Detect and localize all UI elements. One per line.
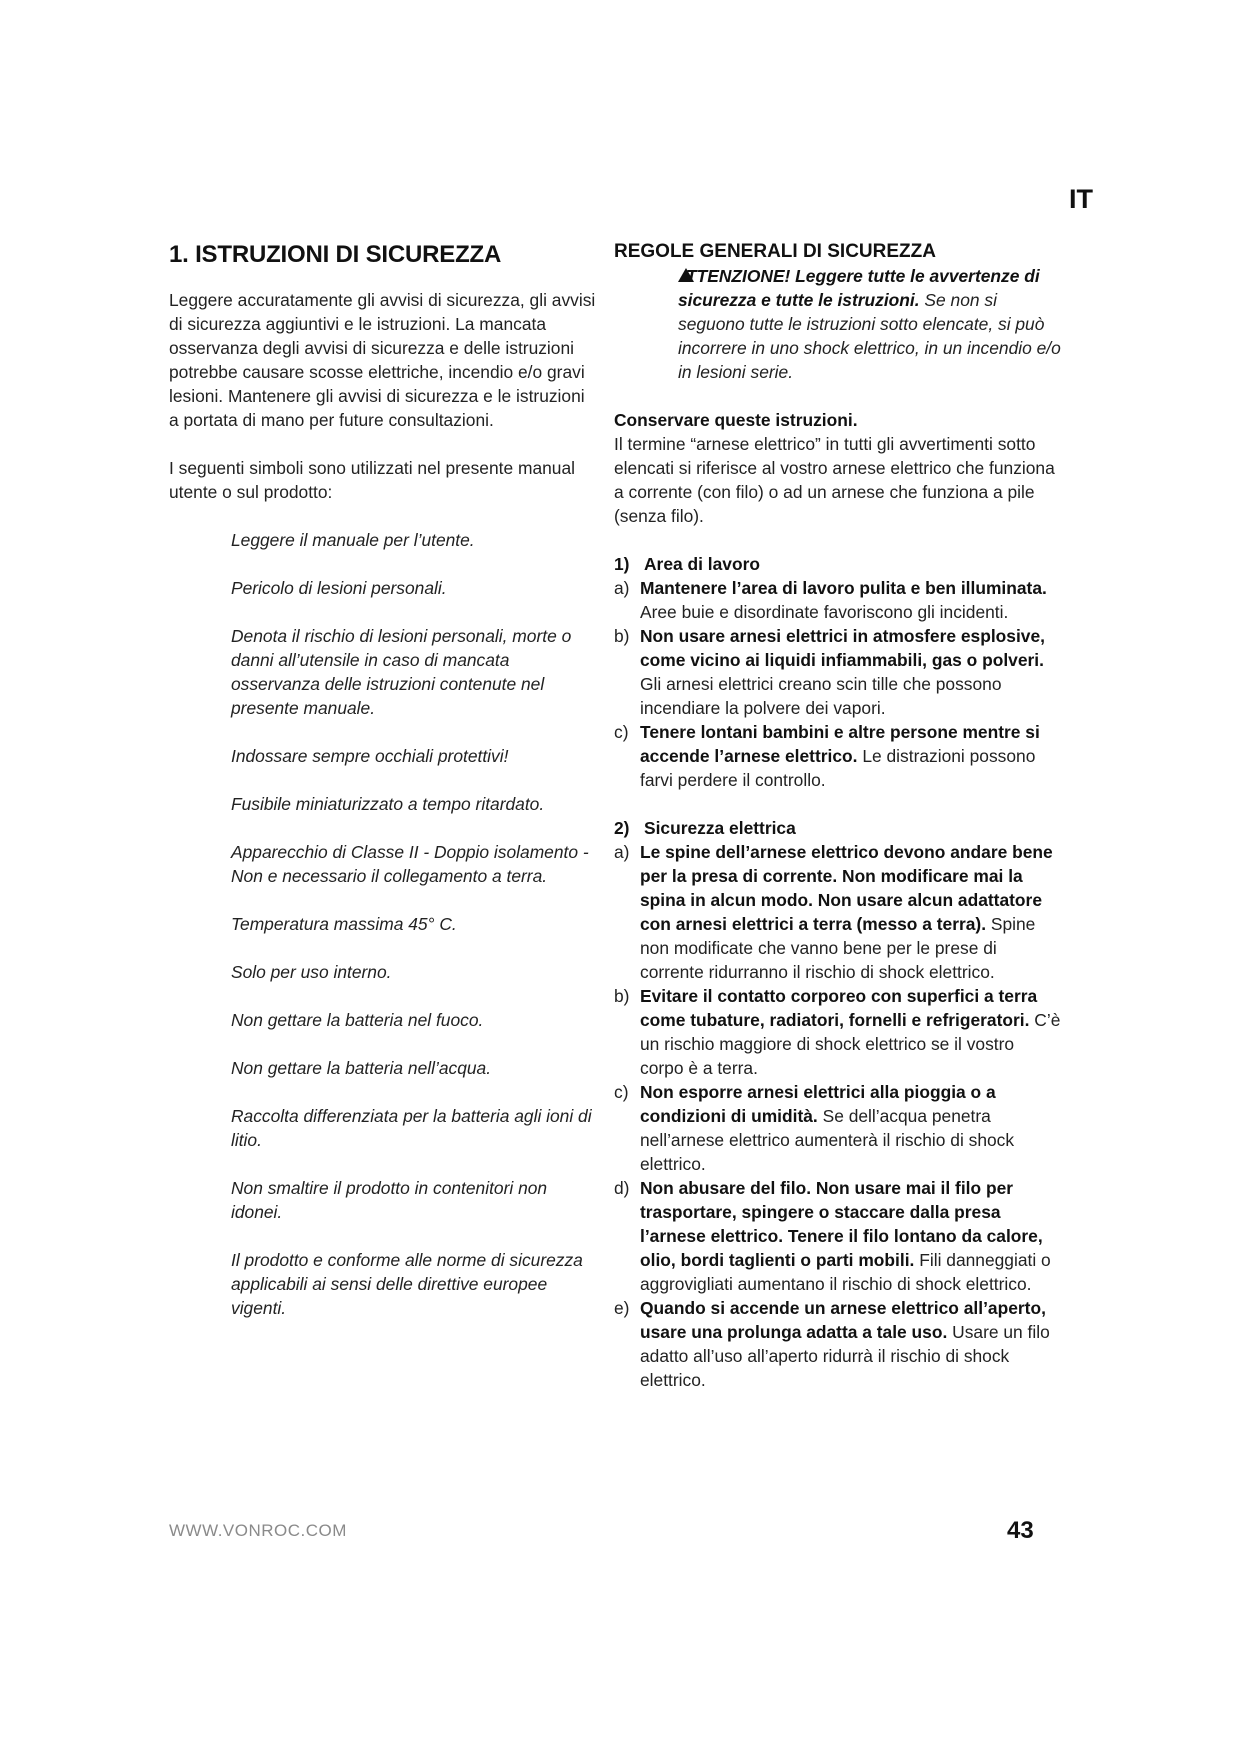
list-item: e) Quando si accende un arnese elettrico all’aperto, usare una prolunga adatta a tale uso. Usare un filo adatto all’uso all’aperto ridurrà il rischio di shock elettrico. [614, 1298, 1050, 1390]
symbol-injury-risk: Pericolo di lesioni personali. [231, 578, 447, 598]
symbol-ce-conformity: Il prodotto e conforme alle norme di sicurezza applicabili ai sensi delle direttive europee vigenti. [231, 1250, 583, 1318]
language-tag: IT [1069, 184, 1093, 214]
symbols-list [231, 528, 599, 1320]
list-item: a) Le spine dell’arnese elettrico devono andare bene per la presa di corrente. Non modificare mai la spina in alcun modo. Non usare alcun adattatore con arnesi elettrici a terra (messo a terra). Spine non modificate che vanno bene per le prese di corrente ridurranno il rischio di shock elettrico. [614, 842, 1053, 982]
section-title: 1. ISTRUZIONI DI SICUREZZA [169, 241, 502, 268]
page-number: 43 [1007, 1517, 1034, 1544]
general-rules-title: REGOLE GENERALI DI SICUREZZA [614, 241, 936, 262]
symbol-danger: Denota il rischio di lesioni personali, morte o danni all’utensile in caso di mancata osservanza delle istruzioni contenute nel presente manuale. [231, 626, 572, 718]
list-item: c) Tenere lontani bambini e altre persone mentre si accende l’arnese elettrico. Le distrazioni possono farvi perdere il controllo. [614, 722, 1040, 790]
section-electrical-safety: 2) Sicurezza elettrica [614, 818, 796, 838]
keep-instructions-title: Conservare queste istruzioni. [614, 410, 858, 430]
symbol-no-fire: Non gettare la batteria nel fuoco. [231, 1010, 484, 1030]
symbol-read-manual: Leggere il manuale per l’utente. [231, 530, 475, 550]
symbols-intro: I seguenti simboli sono utilizzati nel presente manual utente o sul prodotto: [169, 458, 576, 502]
section-work-area: 1) Area di lavoro [614, 554, 760, 574]
symbol-class-ii: Apparecchio di Classe II - Doppio isolamento - Non e necessario il collegamento a terra. [231, 842, 589, 886]
list-item: d) Non abusare del filo. Non usare mai il filo per trasportare, spingere o staccare dalla presa l’arnese elettrico. Tenere il filo lontano da calore, olio, bordi taglienti o parti mobili. Fili danneggiati o aggrovigliati aumentano il rischio di shock elettrico. [614, 1178, 1051, 1294]
left-column [169, 240, 599, 1344]
symbol-fuse: Fusibile miniaturizzato a tempo ritardato. [231, 794, 545, 814]
warning-text: Se non si seguono tutte le istruzioni sotto elencate, si può incorrere in uno shock elettrico, in un incendio e/o in lesioni serie. [678, 290, 1061, 382]
list-item: b) Non usare arnesi elettrici in atmosfere esplosive, come vicino ai liquidi infiammabili, gas o polveri. Gli arnesi elettrici creano scin tille che possono incendiare la polvere dei vapori. [614, 626, 1045, 718]
symbol-no-water: Non gettare la batteria nell’acqua. [231, 1058, 492, 1078]
symbol-max-temperature: Temperatura massima 45° C. [231, 914, 457, 934]
keep-instructions-text: Il termine “arnese elettrico” in tutti gli avvertimenti sotto elencati si riferisce al vostro arnese elettrico che funziona a corrente (con filo) o ad un arnese che funziona a pile (senza filo). [614, 434, 1055, 526]
intro-paragraph: Leggere accuratamente gli avvisi di sicurezza, gli avvisi di sicurezza aggiuntivi e le istruzioni. La mancata osservanza degli avvisi di sicurezza e delle istruzioni potrebbe causare scosse elettriche, incendio e/o gravi lesioni. Mantenere gli avvisi di sicurezza e le istruzioni a portata di mano per future consultazioni. [169, 290, 596, 430]
warning-block [678, 264, 1062, 384]
list-item: b) Evitare il contatto corporeo con superfici a terra come tubature, radiatori, fornelli e refrigeratori. C’è un rischio maggiore di shock elettrico se il vostro corpo è a terra. [614, 986, 1061, 1078]
symbol-indoor-use: Solo per uso interno. [231, 962, 392, 982]
warning-bold: TTENZIONE! Leggere tutte le avvertenze di sicurezza e tutte le istruzioni. [678, 266, 1040, 310]
list-item: c) Non esporre arnesi elettrici alla pioggia o a condizioni di umidità. Se dell’acqua penetra nell’arnese elettrico aumenterà il rischio di shock elettrico. [614, 1082, 1015, 1174]
symbol-li-ion-recycling: Raccolta differenziata per la batteria agli ioni di litio. [231, 1106, 592, 1150]
right-column [614, 240, 1062, 1392]
symbol-eye-protection: Indossare sempre occhiali protettivi! [231, 746, 509, 766]
symbol-no-disposal: Non smaltire il prodotto in contenitori non idonei. [231, 1178, 548, 1222]
footer-website: WWW.VONROC.COM [169, 1521, 347, 1540]
list-item: a) Mantenere l’area di lavoro pulita e ben illuminata. Aree buie e disordinate favoriscono gli incidenti. [614, 578, 1047, 622]
